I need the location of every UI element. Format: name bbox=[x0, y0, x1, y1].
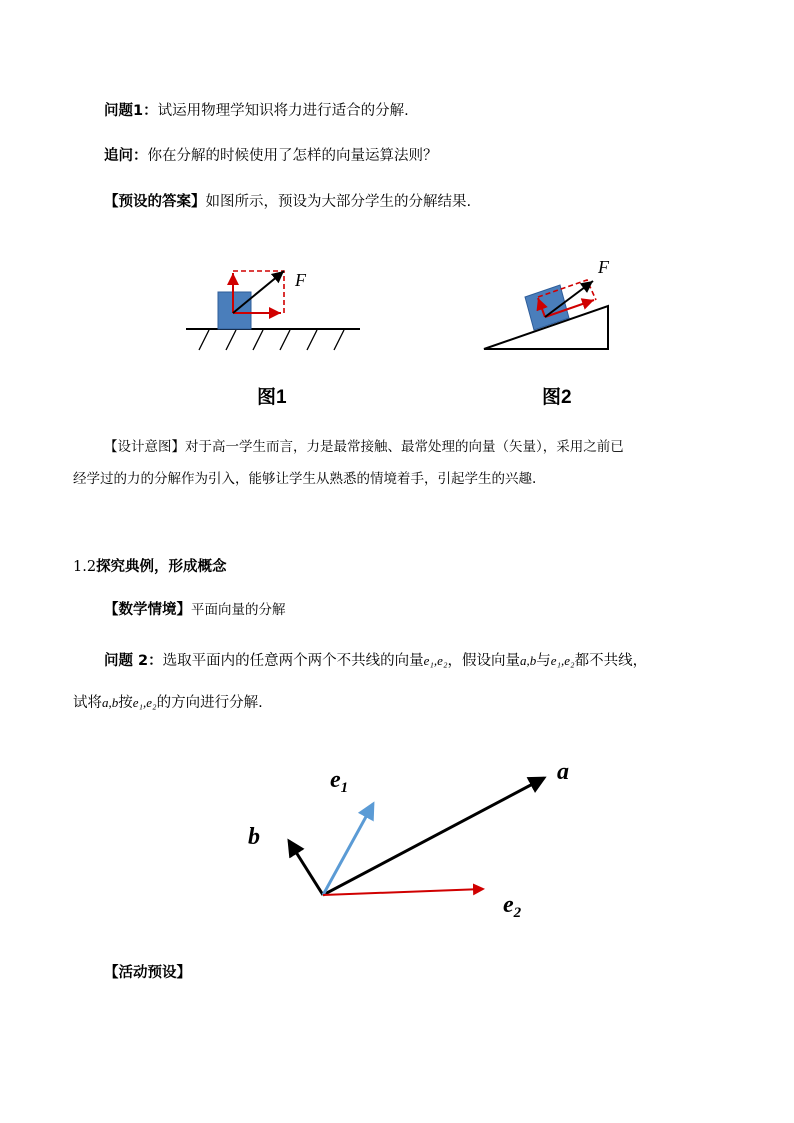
figure-2-caption: 图2 bbox=[542, 387, 572, 408]
math-context bbox=[104, 600, 286, 620]
section-title: 探究典例，形成概念 bbox=[96, 559, 227, 575]
design-intent-line-1: 【设计意图】对于高一学生而言，力是最常接触、最常处理的向量（矢量），采用之前已 bbox=[104, 439, 624, 455]
vector-b-arrow bbox=[289, 841, 323, 895]
math-context-label: 【数学情境】 bbox=[104, 602, 191, 618]
preset-answer-text: 如图所示，预设为大部分学生的分解结果. bbox=[205, 194, 472, 210]
ground-hatching bbox=[199, 330, 344, 350]
vector-e1-label: $e_1$ bbox=[330, 767, 349, 796]
vector-figure bbox=[248, 759, 569, 921]
vector-e1e2: e₁,e₂ bbox=[550, 653, 575, 668]
question-2-line-2: 试将a,b按e₁,e₂的方向进行分解. bbox=[73, 695, 263, 711]
vector-ab: a,b bbox=[519, 653, 537, 668]
followup-text: 你在分解的时候使用了怎样的向量运算法则？ bbox=[147, 148, 438, 164]
vector-e1e2: e₁,e₂ bbox=[423, 653, 448, 668]
design-intent-line-2: 经学过的力的分解作为引入，能够让学生从熟悉的情境着手，引起学生的兴趣. bbox=[73, 471, 537, 487]
section-heading bbox=[73, 557, 227, 577]
vector-e2-label: $e_2$ bbox=[503, 892, 522, 921]
preset-answer-label: 【预设的答案】 bbox=[104, 194, 206, 210]
figure-1 bbox=[186, 270, 360, 350]
force-label: F bbox=[295, 270, 306, 290]
question-2-line-1: 问题 2：选取平面内的任意两个两个不共线的向量e₁,e₂，假设向量a,b与e₁,e₂都不共线， bbox=[104, 653, 648, 669]
followup-label: 追问： bbox=[104, 148, 148, 164]
math-context-text: 平面向量的分解 bbox=[191, 602, 286, 618]
force-label-2: F bbox=[598, 257, 609, 277]
vector-b-label: b bbox=[248, 824, 260, 850]
vector-ab: a,b bbox=[102, 695, 119, 710]
vector-e1e2: e₁,e₂ bbox=[132, 695, 157, 710]
question-1-label: 问题1： bbox=[104, 103, 158, 119]
question-2-label: 问题 2： bbox=[104, 653, 163, 669]
activity-preset-label: 【活动预设】 bbox=[104, 965, 191, 981]
question-1-text: 试运用物理学知识将力进行适合的分解. bbox=[157, 103, 409, 119]
vector-a-label: a bbox=[557, 759, 569, 785]
section-number: 1.2 bbox=[73, 559, 97, 575]
vector-e2-arrow bbox=[323, 889, 483, 895]
figure-1-caption: 图1 bbox=[257, 387, 287, 408]
figure-2 bbox=[484, 257, 610, 349]
